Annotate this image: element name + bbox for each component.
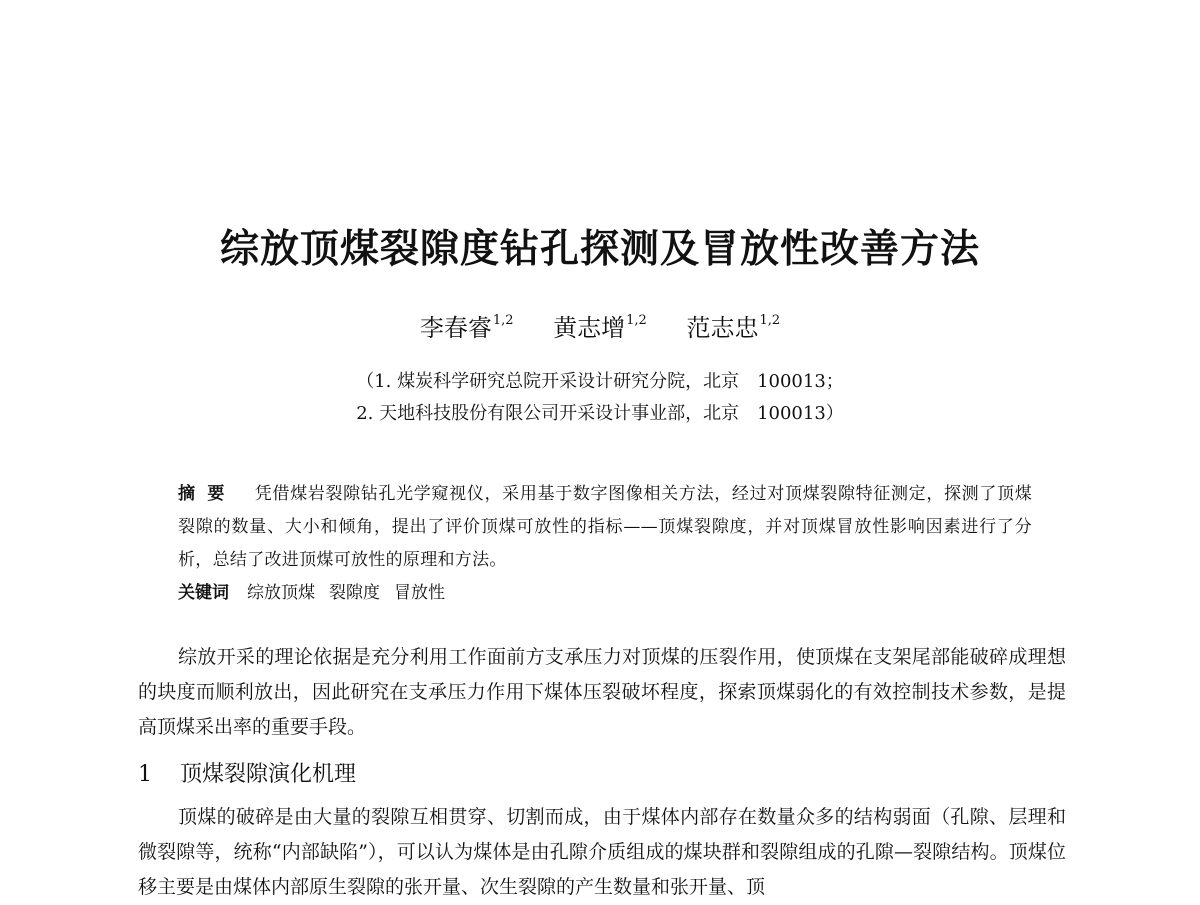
keyword: 冒放性 [394, 583, 445, 603]
author-affiliation-mark: 1,2 [626, 313, 647, 328]
author-1 [420, 306, 514, 346]
keywords-label: 关键词 [178, 583, 229, 603]
affiliation-2: 2. 天地科技股份有限公司开采设计事业部，北京 100013） [356, 403, 844, 424]
author-3 [686, 306, 780, 346]
author-list [0, 306, 1200, 346]
author-affiliation-mark: 1,2 [759, 313, 781, 328]
author-name: 黄志增 [553, 314, 626, 342]
section-title: 顶煤裂隙演化机理 [180, 762, 357, 787]
author-2 [553, 306, 647, 346]
abstract [178, 478, 1032, 577]
keyword: 综放顶煤 [247, 583, 315, 603]
abstract-text: 凭借煤岩裂隙钻孔光学窥视仪，采用基于数字图像相关方法，经过对顶煤裂隙特征测定，探测了顶煤裂隙的数量、大小和倾角，提出了评价顶煤可放性的指标——顶煤裂隙度，并对顶煤冒放性影响因素进行了分析，总结了改进顶煤可放性的原理和方法。 [178, 484, 1032, 570]
keyword: 裂隙度 [329, 583, 380, 603]
author-affiliation-mark: 1,2 [492, 313, 514, 328]
abstract-label: 摘要 [178, 484, 237, 504]
section-number: 1 [138, 762, 152, 787]
keywords [178, 577, 1032, 610]
author-name: 李春睿 [419, 314, 492, 342]
affiliation-1: （1. 煤炭科学研究总院开采设计研究分院，北京 100013； [356, 371, 844, 392]
section-paragraph: 顶煤的破碎是由大量的裂隙互相贯穿、切割而成，由于煤体内部存在数量众多的结构弱面（孔隙、层理和微裂隙等，统称“内部缺陷”），可以认为煤体是由孔隙介质组成的煤块群和裂隙组成的孔隙—裂隙结构。顶煤位移主要是由煤体内部原生裂隙的张开量、次生裂隙的产生数量和张开量、顶 [138, 806, 1066, 898]
author-name: 范志忠 [686, 314, 759, 342]
intro-paragraph: 综放开采的理论依据是充分利用工作面前方支承压力对顶煤的压裂作用，使顶煤在支架尾部能破碎成理想的块度而顺利放出，因此研究在支承压力作用下煤体压裂破坏程度，探索顶煤弱化的有效控制技术参数，是提高顶煤采出率的重要手段。 [138, 646, 1066, 738]
section-heading [138, 757, 356, 793]
paper-title: 综放顶煤裂隙度钻孔探测及冒放性改善方法 [219, 227, 980, 272]
